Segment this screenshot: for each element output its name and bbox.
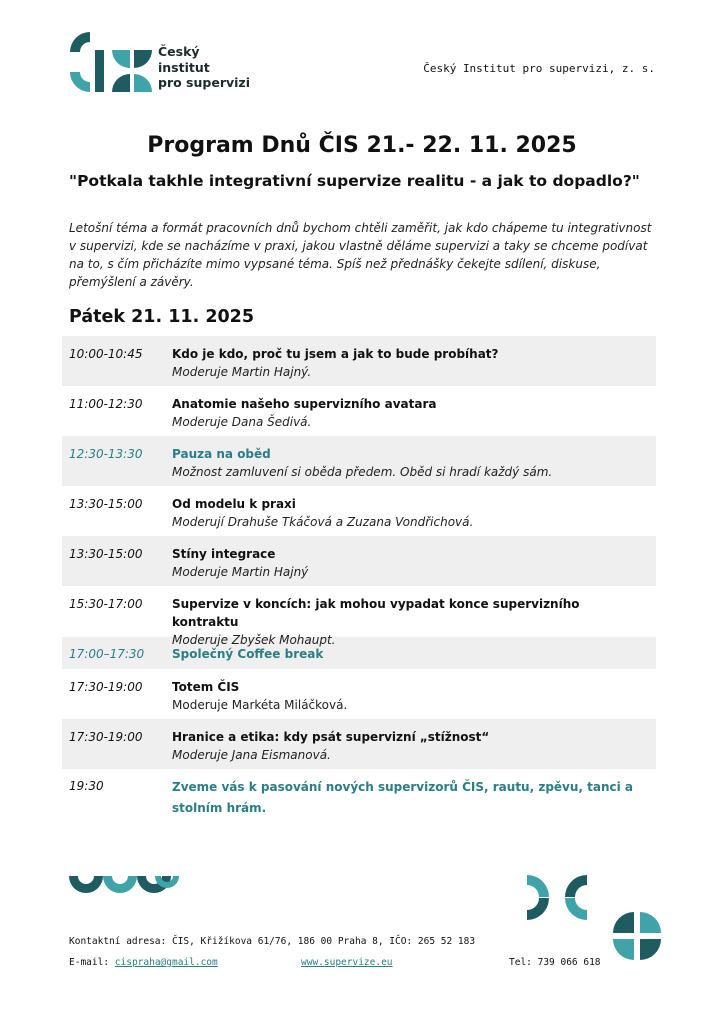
- footer-contacts: [69, 957, 218, 968]
- logo-line-3: pro supervizi: [158, 75, 250, 90]
- row-title: Totem ČIS: [172, 680, 240, 694]
- row-title: Od modelu k praxi: [172, 497, 296, 511]
- footer-address: Kontaktní adresa: ČIS, Křižíkova 61/76, 186 00 Praha 8, IČO: 265 52 183: [69, 936, 476, 947]
- row-title: Stíny integrace: [172, 547, 276, 561]
- email-link[interactable]: cispraha@gmail.com: [114, 957, 218, 968]
- row-title: Společný Coffee break: [172, 647, 324, 661]
- row-moderator: Moderuje Zbyšek Mohaupt.: [172, 633, 336, 647]
- row-time: 17:30-19:00: [69, 680, 143, 694]
- row-moderator: Moderuje Dana Šedivá.: [172, 415, 312, 429]
- page-subtitle: "Potkala takhle integrativní supervize realitu - a jak to dopadlo?": [69, 172, 640, 190]
- row-title: Hranice a etika: kdy psát supervizní „stížnost“: [172, 730, 490, 744]
- row-moderator: Moderují Drahuše Tkáčová a Zuzana Vondřichová.: [172, 515, 474, 529]
- row-title: Kdo je kdo, proč tu jsem a jak to bude probíhat?: [172, 347, 499, 361]
- cis-logo: [68, 30, 152, 96]
- d-shape-decoration: [527, 875, 551, 920]
- row-title: Anatomie našeho supervizního avatara: [172, 397, 437, 411]
- day-heading: Pátek 21. 11. 2025: [69, 307, 255, 327]
- schedule-table: [62, 336, 656, 821]
- website-wrapper: [301, 957, 393, 968]
- schedule-row: [62, 336, 656, 386]
- logo-line-2: institut: [158, 59, 210, 75]
- schedule-row: [62, 669, 656, 719]
- footer-phone: Tel: 739 066 618: [509, 957, 601, 968]
- row-time: 17:30-19:00: [69, 730, 143, 744]
- row-title: Zveme vás k pasování nových supervizorů ČIS, rautu, zpěvu, tanci a stolním hrám.: [172, 780, 634, 815]
- row-time: 17:00–17:30: [69, 647, 145, 661]
- row-time: 19:30: [69, 779, 104, 793]
- c-shape-decoration: [563, 875, 587, 920]
- row-moderator: Moderuje Martin Hajný.: [172, 365, 312, 379]
- schedule-row: [62, 486, 656, 536]
- row-time: 10:00-10:45: [69, 347, 143, 361]
- page-title: Program Dnů ČIS 21.- 22. 11. 2025: [147, 133, 577, 158]
- cross-flower-decoration: [613, 912, 661, 960]
- row-note: Možnost zamluvení si oběda předem. Oběd si hradí každý sám.: [172, 465, 553, 479]
- row-time: 13:30-15:00: [69, 547, 143, 561]
- schedule-row-lunch: [62, 436, 656, 486]
- schedule-row: [62, 386, 656, 436]
- logo-wordmark: [158, 44, 250, 91]
- email-label: E-mail:: [69, 957, 110, 968]
- row-moderator: Moderuje Jana Eismanová.: [172, 748, 331, 762]
- schedule-row: [62, 586, 656, 647]
- row-moderator: Moderuje Markéta Miláčková.: [172, 698, 348, 712]
- logo-line-1: Český: [158, 44, 200, 59]
- row-moderator: Moderuje Martin Hajný: [172, 565, 309, 579]
- row-time: 11:00-12:30: [69, 397, 143, 411]
- row-time: 13:30-15:00: [69, 497, 143, 511]
- row-time: 15:30-17:00: [69, 597, 143, 611]
- website-link[interactable]: www.supervize.eu: [301, 957, 393, 968]
- schedule-row-evening: [62, 769, 656, 821]
- header-organization: Český Institut pro supervizi, z. s.: [423, 62, 655, 75]
- intro-paragraph: Letošní téma a formát pracovních dnů bychom chtěli zaměřit, jak kdo chápeme tu integrativnost v supervizi, kde se nacházíme v praxi, jakou vlastně děláme supervizi a taky se chceme podívat na to, s čím přicházíte mimo vypsané téma. Spíš než přednášky čekejte sdílení, diskuse, přemýšlení a závěry.: [69, 221, 652, 289]
- schedule-row: [62, 719, 656, 769]
- wave-decoration: [69, 874, 181, 898]
- row-time: 12:30-13:30: [69, 447, 143, 461]
- schedule-row: [62, 536, 656, 586]
- row-title: Pauza na oběd: [172, 447, 271, 461]
- row-title: Supervize v koncích: jak mohou vypadat konce supervizního kontraktu: [172, 597, 580, 629]
